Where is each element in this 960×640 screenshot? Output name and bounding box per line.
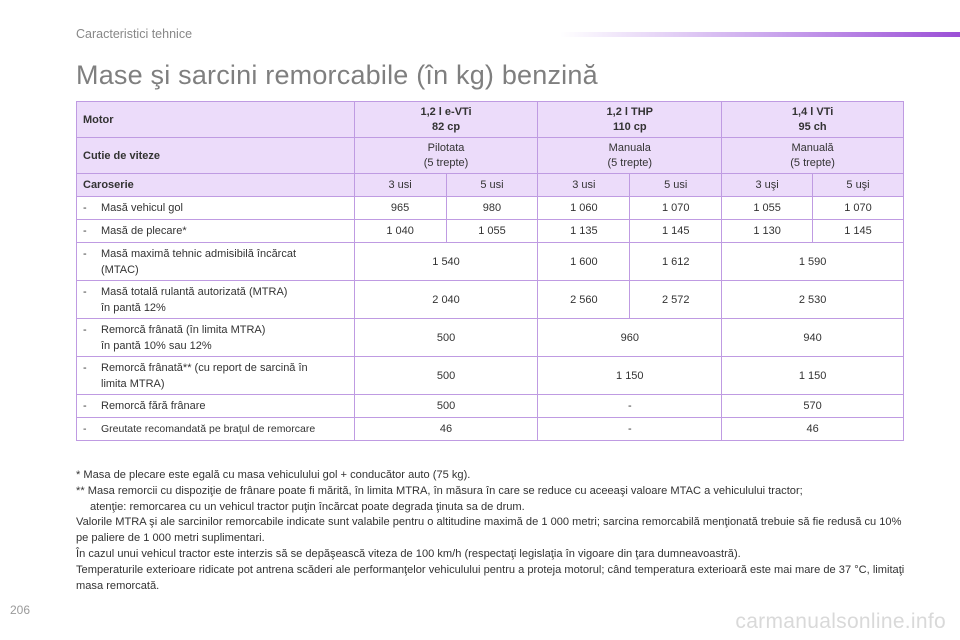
body-cell: 3 uşi <box>722 174 813 197</box>
value-cell: 1 145 <box>630 220 722 243</box>
value-cell: 1 055 <box>722 197 813 220</box>
gearbox-cell: Manuala (5 trepte) <box>538 138 722 174</box>
value-cell: 1 612 <box>630 243 722 281</box>
table-row <box>77 281 904 319</box>
row-label: - Remorcă frânată** (cu report de sarcină în limita MTRA) <box>77 357 355 395</box>
page-number: 206 <box>10 603 31 617</box>
footnote: În cazul unui vehicul tractor este interzis să se depăşească viteza de 100 km/h (respectaţi legislaţia în vigoare din ţara dumneavoastră). <box>76 547 741 560</box>
body-cell: 3 usi <box>538 174 630 197</box>
body-cell: 3 usi <box>354 174 446 197</box>
body-label: Caroserie <box>77 174 355 197</box>
watermark: carmanualsonline.info <box>735 610 946 633</box>
value-cell: 1 540 <box>354 243 538 281</box>
footnote: Temperaturile exterioare ridicate pot antrena scăderi ale performanţelor vehiculului pentru a proteja motorul; când temperatura exterioară este mai mare de 37 °C, limitaţi masa remorcată. <box>76 563 905 592</box>
body-row <box>77 174 904 197</box>
body-cell: 5 usi <box>630 174 722 197</box>
table-row <box>77 243 904 281</box>
footnote: atenţie: remorcarea cu un vehicul tractor puţin încărcat poate degrada ţinuta sa de drum. <box>90 500 525 513</box>
value-cell: 1 590 <box>722 243 904 281</box>
value-cell: 500 <box>354 395 538 418</box>
value-cell: 1 055 <box>446 220 538 243</box>
value-cell: 500 <box>354 319 538 357</box>
value-cell: 1 060 <box>538 197 630 220</box>
row-label: - Masă maximă tehnic admisibilă încărcat (MTAC) <box>77 243 355 281</box>
value-cell: 965 <box>354 197 446 220</box>
table-row <box>77 220 904 243</box>
table-row <box>77 357 904 395</box>
footnotes <box>76 468 906 594</box>
footnote: Valorile MTRA şi ale sarcinilor remorcabile indicate sunt valabile pentru o altitudine maximă de 1 000 metri; sarcina remorcabilă menţionată trebuie să fie redusă cu 10% pe paliere de 1 000 metri suplimentari. <box>76 516 902 545</box>
value-cell: 2 530 <box>722 281 904 319</box>
row-label: - Remorcă frânată (în limita MTRA) în pantă 10% sau 12% <box>77 319 355 357</box>
value-cell: 570 <box>722 395 904 418</box>
value-cell: 1 150 <box>722 357 904 395</box>
gearbox-cell: Pilotata (5 trepte) <box>354 138 538 174</box>
weights-table <box>76 101 904 441</box>
value-cell: 1 040 <box>354 220 446 243</box>
motor-cell: 1,4 l VTi 95 ch <box>722 102 904 138</box>
table-row <box>77 418 904 441</box>
row-label: - Masă totală rulantă autorizată (MTRA) în pantă 12% <box>77 281 355 319</box>
value-cell: 1 145 <box>813 220 904 243</box>
value-cell: 1 130 <box>722 220 813 243</box>
body-cell: 5 uşi <box>813 174 904 197</box>
value-cell: 960 <box>538 319 722 357</box>
page-title: Mase şi sarcini remorcabile (în kg) benzină <box>76 60 598 90</box>
value-cell: 46 <box>354 418 538 441</box>
value-cell: 1 070 <box>813 197 904 220</box>
section-label: Caracteristici tehnice <box>76 27 193 41</box>
motor-cell: 1,2 l e-VTi 82 cp <box>354 102 538 138</box>
table-row <box>77 319 904 357</box>
value-cell: 1 150 <box>538 357 722 395</box>
body-cell: 5 usi <box>446 174 538 197</box>
value-cell: 1 600 <box>538 243 630 281</box>
header-accent-bar <box>560 32 960 37</box>
value-cell: 2 572 <box>630 281 722 319</box>
row-label: - Remorcă fără frânare <box>77 395 355 418</box>
value-cell: 46 <box>722 418 904 441</box>
gearbox-label: Cutie de viteze <box>77 138 355 174</box>
row-label: - Greutate recomandată pe braţul de remorcare <box>77 418 355 441</box>
value-cell: - <box>538 418 722 441</box>
value-cell: 2 560 <box>538 281 630 319</box>
value-cell: 500 <box>354 357 538 395</box>
row-label: - Masă de plecare* <box>77 220 355 243</box>
motor-cell: 1,2 l THP 110 cp <box>538 102 722 138</box>
value-cell: 1 135 <box>538 220 630 243</box>
table-row <box>77 197 904 220</box>
value-cell: 2 040 <box>354 281 538 319</box>
value-cell: 980 <box>446 197 538 220</box>
gearbox-cell: Manuală (5 trepte) <box>722 138 904 174</box>
gearbox-row <box>77 138 904 174</box>
motor-row <box>77 102 904 138</box>
row-label: - Masă vehicul gol <box>77 197 355 220</box>
table-row <box>77 395 904 418</box>
value-cell: 1 070 <box>630 197 722 220</box>
value-cell: - <box>538 395 722 418</box>
motor-label: Motor <box>77 102 355 138</box>
footnote: ** Masa remorcii cu dispoziţie de frânare poate fi mărită, în limita MTRA, în măsura în care se reduce cu aceeaşi valoare MTAC a vehiculului tractor; <box>76 484 803 497</box>
value-cell: 940 <box>722 319 904 357</box>
footnote: * Masa de plecare este egală cu masa vehiculului gol + conducător auto (75 kg). <box>76 469 471 481</box>
